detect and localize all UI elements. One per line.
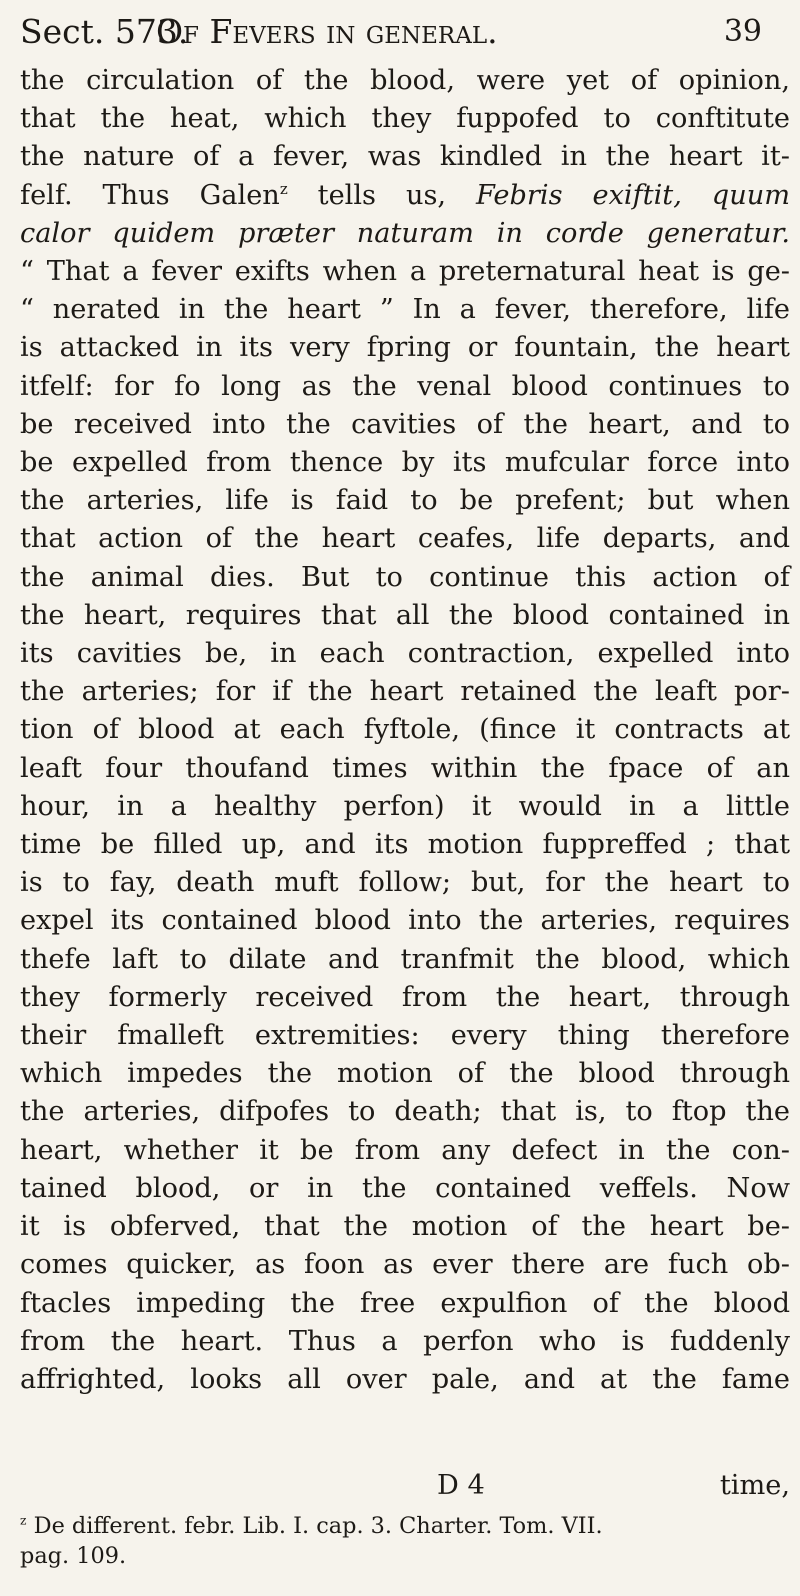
running-title: Of Fevers in general. — [156, 12, 498, 51]
text-line: “ nerated in the heart ” In a fever, therefore, life — [20, 294, 790, 326]
text-line: affrighted, looks all over pale, and at the fame — [20, 1363, 790, 1395]
running-header — [20, 8, 790, 56]
text-line: comes quicker, as foon as ever there are fuch ob- — [20, 1249, 790, 1281]
text-line — [20, 177, 790, 215]
section-number: Sect. 573. — [20, 12, 189, 51]
text-segment: felf. Thus Galen — [20, 179, 280, 211]
text-line: time be filled up, and its motion fuppreffed ; that — [20, 829, 790, 861]
text-line: be expelled from thence by its mufcular force into — [20, 447, 790, 479]
text-line: they formerly received from the heart, through — [20, 981, 790, 1013]
text-line: the arteries, life is faid to be prefent; but when — [20, 485, 790, 517]
text-line: their fmalleft extremities: every thing therefore — [20, 1020, 790, 1052]
signature-mark: D 4 — [437, 1470, 485, 1501]
text-line: the circulation of the blood, were yet of opinion, — [20, 65, 790, 96]
text-line: the arteries; for if the heart retained the leaft por- — [20, 676, 790, 708]
footnote — [20, 1511, 790, 1571]
text-line: be received into the cavities of the heart, and to — [20, 408, 790, 440]
text-line: that action of the heart ceafes, life departs, and — [20, 523, 790, 555]
text-line: ftacles impeding the free expulfion of the blood — [20, 1287, 790, 1319]
text-line: expel its contained blood into the arteries, requires — [20, 905, 790, 937]
footnote-line — [20, 1511, 790, 1541]
text-line: itfelf: for fo long as the venal blood continues to — [20, 370, 790, 402]
text-segment: tells us, — [287, 179, 477, 211]
text-line: the nature of a fever, was kindled in the heart it- — [20, 141, 790, 173]
latin-quote: Febris exiftit, quum — [476, 179, 790, 211]
catchword: time, — [719, 1470, 790, 1501]
text-line: is to fay, death muft follow; but, for the heart to — [20, 867, 790, 899]
footnote-marker: z — [279, 179, 288, 198]
text-line: the animal dies. But to continue this action of — [20, 561, 790, 593]
text-line: tained blood, or in the contained veffels. Now — [20, 1172, 790, 1204]
text-line: leaft four thoufand times within the fpace of an — [20, 752, 790, 784]
text-line: which impedes the motion of the blood through — [20, 1058, 790, 1090]
page-number: 39 — [723, 14, 762, 49]
text-line: it is obferved, that the motion of the heart be- — [20, 1211, 790, 1243]
text-line: is attacked in its very fpring or fountain, the heart — [20, 332, 790, 364]
footnote-line: pag. 109. — [20, 1543, 127, 1569]
text-line: thefe laft to dilate and tranfmit the blood, which — [20, 943, 790, 975]
footnote-marker: z — [20, 1513, 27, 1528]
latin-quote-line: calor quidem præter naturam in corde generatur. — [20, 217, 790, 249]
text-line: heart, whether it be from any defect in the con- — [20, 1134, 790, 1166]
text-line: the heart, requires that all the blood contained in — [20, 599, 790, 631]
body-text — [20, 62, 790, 1399]
text-line: its cavities be, in each contraction, expelled into — [20, 638, 790, 670]
text-line: the arteries, difpofes to death; that is, to ftop the — [20, 1096, 790, 1128]
text-line: from the heart. Thus a perfon who is fuddenly — [20, 1325, 790, 1357]
text-line: “ That a fever exifts when a preternatural heat is ge- — [20, 256, 790, 288]
text-line: that the heat, which they fuppofed to conftitute — [20, 103, 790, 135]
footnote-text: De different. febr. Lib. I. cap. 3. Charter. Tom. VII. — [26, 1513, 603, 1539]
text-line: hour, in a healthy perfon) it would in a little — [20, 790, 790, 822]
text-line: tion of blood at each fyftole, (fince it contracts at — [20, 714, 790, 746]
signature-line — [20, 1467, 790, 1505]
